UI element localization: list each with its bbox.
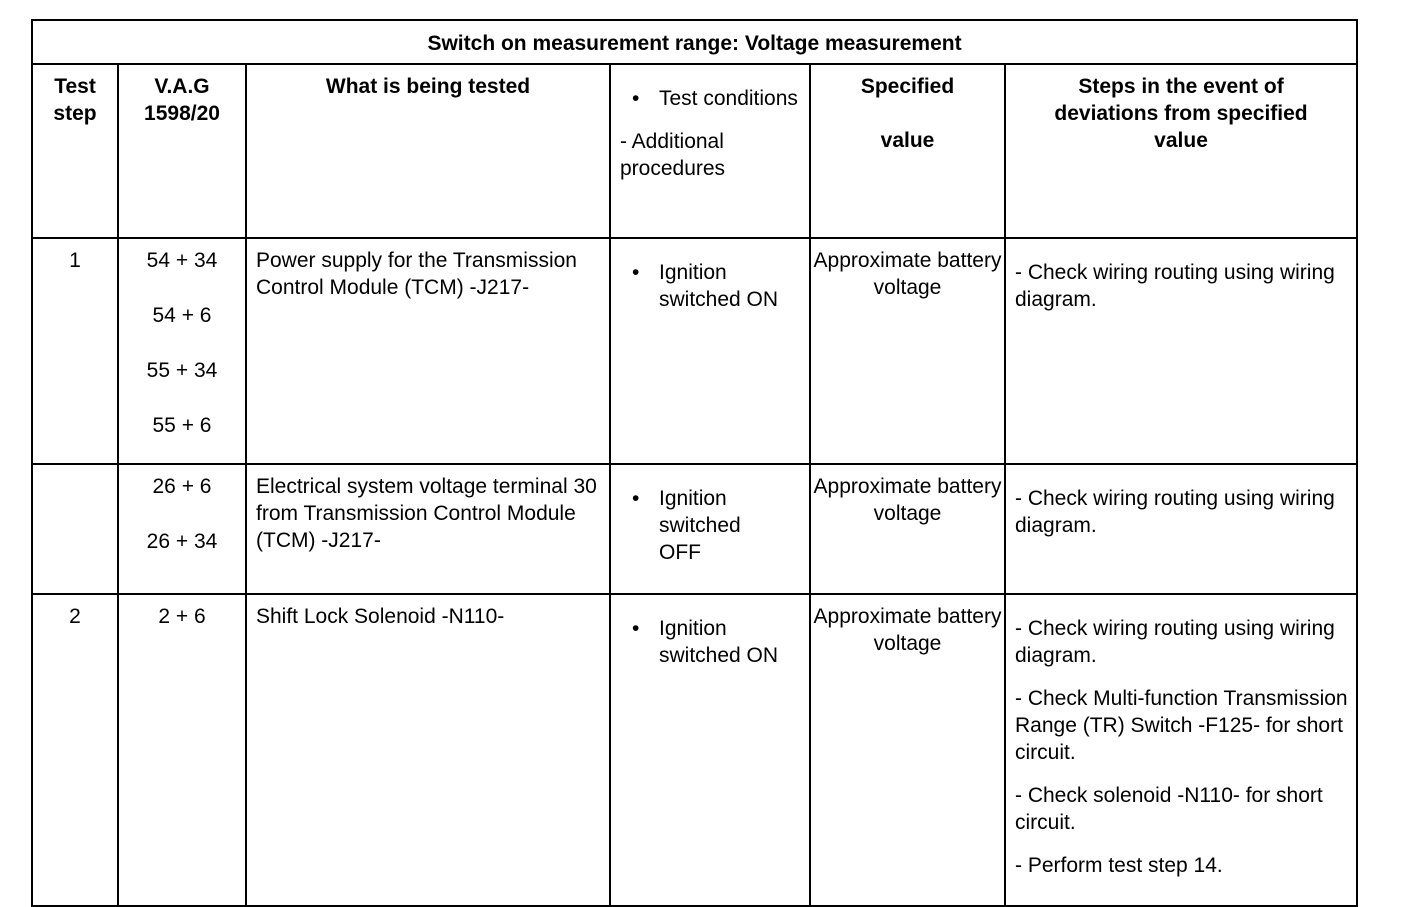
vag-pin-pair: 26 + 6 <box>152 475 212 498</box>
table-row <box>32 238 1357 464</box>
condition-item: • Ignition switched OFF <box>611 485 779 566</box>
step-item: - Check Multi-function Transmission Range (TR) Switch -F125- for short circuit. <box>1015 687 1348 764</box>
conditions-list <box>611 615 809 669</box>
cell-conditions <box>610 238 810 464</box>
cell-vag <box>118 464 246 594</box>
header-conditions-extra: - Additional procedures <box>620 130 726 180</box>
cell-what-tested: Power supply for the Transmission Control Module (TCM) -J217- <box>246 238 610 464</box>
vag-pin-pair: 26 + 34 <box>146 530 218 553</box>
cell-test-step: 2 <box>32 594 118 906</box>
header-steps: Steps in the event of deviations from specified value <box>1005 64 1357 238</box>
condition-item: • Ignition switched ON <box>611 259 809 313</box>
header-vag <box>118 64 246 238</box>
condition-item: • Ignition switched ON <box>611 615 809 669</box>
cell-vag <box>118 594 246 906</box>
vag-pin-pair: 54 + 6 <box>152 304 212 327</box>
cell-vag <box>118 238 246 464</box>
cell-conditions <box>610 594 810 906</box>
cell-steps <box>1005 238 1357 464</box>
header-specified-line2: value <box>880 129 935 152</box>
header-conditions-bullet: • Test conditions <box>611 85 809 112</box>
step-item: - Check solenoid -N110- for short circuit. <box>1015 784 1323 834</box>
header-specified <box>810 64 1005 238</box>
step-item: - Perform test step 14. <box>1015 854 1223 877</box>
header-test-step-line2: step <box>53 102 97 125</box>
header-conditions <box>610 64 810 238</box>
conditions-list <box>611 259 809 313</box>
table-row <box>32 594 1357 906</box>
cell-specified: Approximate battery voltage <box>810 238 1005 464</box>
header-conditions-bullets <box>611 85 809 112</box>
header-specified-line1: Specified <box>860 75 955 98</box>
step-item: - Check wiring routing using wiring diagram. <box>1015 617 1335 667</box>
cell-specified: Approximate battery voltage <box>810 594 1005 906</box>
header-vag-line2: 1598/20 <box>144 102 220 125</box>
cell-what-tested: Electrical system voltage terminal 30 from Transmission Control Module (TCM) -J217- <box>246 464 610 594</box>
conditions-list <box>611 485 809 566</box>
cell-specified: Approximate battery voltage <box>810 464 1005 594</box>
cell-test-step <box>32 464 118 594</box>
vag-pin-pair: 55 + 34 <box>146 359 218 382</box>
cell-steps <box>1005 464 1357 594</box>
table-title: Switch on measurement range: Voltage measurement <box>32 20 1357 64</box>
voltage-measurement-table <box>31 19 1358 907</box>
cell-test-step: 1 <box>32 238 118 464</box>
cell-what-tested: Shift Lock Solenoid -N110- <box>246 594 610 906</box>
header-vag-line1: V.A.G <box>154 75 210 98</box>
header-test-step <box>32 64 118 238</box>
table-row <box>32 464 1357 594</box>
vag-pin-pair: 55 + 6 <box>152 414 212 437</box>
header-test-step-line1: Test <box>54 75 96 98</box>
cell-conditions <box>610 464 810 594</box>
vag-pin-pair: 2 + 6 <box>158 605 206 628</box>
step-item: - Check wiring routing using wiring diagram. <box>1015 261 1335 311</box>
cell-steps <box>1005 594 1357 906</box>
vag-pin-pair: 54 + 34 <box>146 249 218 272</box>
header-what-tested: What is being tested <box>246 64 610 238</box>
step-item: - Check wiring routing using wiring diagram. <box>1015 487 1335 537</box>
